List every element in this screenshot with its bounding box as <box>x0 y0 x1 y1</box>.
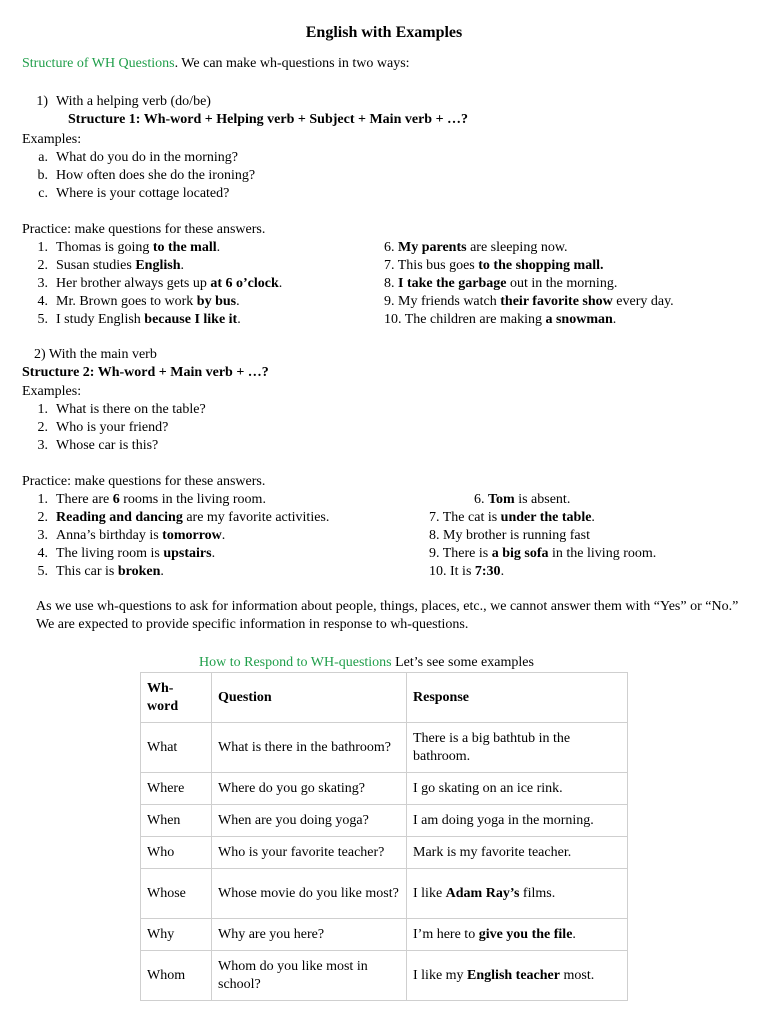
section2-left-4: 4. The living room is upstairs. <box>37 546 216 561</box>
respond-text: Let’s see some examples <box>391 655 534 670</box>
section2-right-6: 6. Tom is absent. <box>474 492 571 507</box>
section2-left-2: 2. Reading and dancing are my favorite activities. <box>37 510 330 525</box>
section1-heading: 1) With a helping verb (do/be) <box>36 94 211 109</box>
section2-practice-label: Practice: make questions for these answers. <box>22 474 266 489</box>
section1-left-4: 4. Mr. Brown goes to work by bus. <box>37 294 240 309</box>
section1-left-3: 3. Her brother always gets up at 6 o’clock. <box>37 276 283 291</box>
section1-example-b: b. How often does she do the ironing? <box>37 168 256 183</box>
structure2: Structure 2: Wh-word + Main verb + …? <box>22 365 269 380</box>
table-row: Whom Whom do you like most in school? I like my English teacher most. <box>141 951 628 1001</box>
section2-examples-label: Examples: <box>22 384 82 399</box>
structure1: Structure 1: Wh-word + Helping verb + Subject + Main verb + …? <box>68 112 469 127</box>
intro-label: Structure of WH Questions <box>22 56 175 71</box>
header-wh-word: Wh-word <box>141 673 212 723</box>
section2-example-1: 1. What is there on the table? <box>37 402 206 417</box>
section1-left-1: 1. Thomas is going to the mall. <box>37 240 221 255</box>
page-title: English with Examples <box>305 24 463 41</box>
respond-label: How to Respond to WH-questions <box>199 655 392 670</box>
intro-text: . We can make wh-questions in two ways: <box>174 56 410 71</box>
header-question: Question <box>212 673 407 723</box>
intro-line <box>22 55 410 73</box>
table-row: Why Why are you here? I’m here to give you the file. <box>141 919 628 951</box>
section1-right-6: 6. My parents are sleeping now. <box>384 240 568 255</box>
wh-response-table <box>140 672 628 1001</box>
section2-example-3: 3. Whose car is this? <box>37 438 159 453</box>
section2-example-2: 2. Who is your friend? <box>37 420 169 435</box>
section1-practice-label: Practice: make questions for these answers. <box>22 222 266 237</box>
header-response: Response <box>407 673 628 723</box>
section1-right-9: 9. My friends watch their favorite show every day. <box>384 294 674 309</box>
section1-example-c: c. Where is your cottage located? <box>38 186 230 201</box>
table-header-row <box>141 673 628 723</box>
section1-right-7: 7. This bus goes to the shopping mall. <box>384 258 604 273</box>
table-row: Who Who is your favorite teacher? Mark is my favorite teacher. <box>141 837 628 869</box>
section2-left-1: 1. There are 6 rooms in the living room. <box>37 492 266 507</box>
section2-left-5: 5. This car is broken. <box>37 564 164 579</box>
section1-left-5: 5. I study English because I like it. <box>37 312 241 327</box>
section2-left-3: 3. Anna’s birthday is tomorrow. <box>37 528 226 543</box>
table-row: Whose Whose movie do you like most? I like Adam Ray’s films. <box>141 869 628 919</box>
section1-right-8: 8. I take the garbage out in the morning. <box>384 276 618 291</box>
explanation-paragraph: As we use wh-questions to ask for information about people, things, places, etc., we cannot answer them with “Yes” or “No.” We are expected to provide specific information in response to wh-questions. <box>36 599 739 632</box>
section1-examples-label: Examples: <box>22 132 82 147</box>
section2-right-8: 8. My brother is running fast <box>429 528 590 543</box>
section2-right-7: 7. The cat is under the table. <box>429 510 595 525</box>
section1-right-10: 10. The children are making a snowman. <box>384 312 617 327</box>
section2-right-9: 9. There is a big sofa in the living room. <box>429 546 657 561</box>
table-row: When When are you doing yoga? I am doing yoga in the morning. <box>141 805 628 837</box>
section1-example-a: a. What do you do in the morning? <box>38 150 238 165</box>
table-row: Where Where do you go skating? I go skating on an ice rink. <box>141 773 628 805</box>
table-row: What What is there in the bathroom? There is a big bathtub in the bathroom. <box>141 723 628 773</box>
section1-left-2: 2. Susan studies English. <box>37 258 184 273</box>
section2-right-10: 10. It is 7:30. <box>429 564 505 579</box>
section2-heading: 2) With the main verb <box>34 347 157 362</box>
respond-heading <box>199 654 534 672</box>
